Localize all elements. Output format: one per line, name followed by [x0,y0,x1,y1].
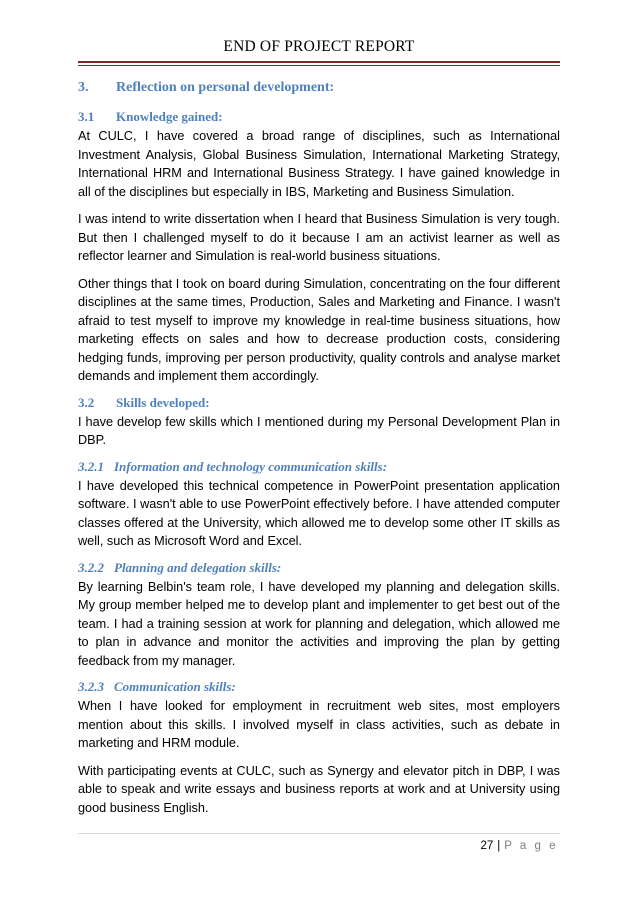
paragraph: With participating events at CULC, such as Synergy and elevator pitch in DBP, I was able to speak and write essays and business reports at work and at University using good business English. [78,763,560,815]
page-content [78,80,560,826]
header-rule-thin [78,65,560,66]
section-title: Information and technology communication skills: [114,458,388,474]
paragraph: I have develop few skills which I mentioned during my Personal Development Plan in DBP. [78,414,560,447]
paragraph: Other things that I took on board during Simulation, concentrating on the four different disciplines at the same times, Production, Sales and Marketing and Finance. I wasn't afraid to test myself to improve my knowledge in real-time business situations, how marketing effects on sales and how to decrease production costs, considering hedging funds, improving per person productivity, quality controls and analyse market demands and implement them accordingly. [78,276,560,383]
paragraph: I have developed this technical competence in PowerPoint presentation application software. I wasn't able to use PowerPoint effectively before. I have attended computer classes offered at the University, which allowed me to develop some other IT skills as well, such as Microsoft Word and Excel. [78,478,560,548]
section-title: Skills developed: [116,394,210,410]
section-title: Planning and delegation skills: [114,559,282,575]
section-number: 3.2 [78,394,95,410]
section-3-2-heading [78,395,560,411]
section-title: Communication skills: [114,679,236,694]
section-number: 3.2.3 [78,679,104,694]
header-rule-thick [78,61,560,63]
section-number: 3.2.1 [78,458,104,474]
page-footer [480,840,558,852]
section-3-1-heading [78,109,560,125]
paragraph: At CULC, I have covered a broad range of disciplines, such as International Investment Analysis, Global Business Simulation, International Marketing Strategy, International HRM and International Business Strategy. I have gained knowledge in all of the disciplines but especially in IBS, Marketing and Business Simulation. [78,129,560,199]
section-3-2-2-heading [78,560,560,576]
section-number: 3.2.2 [78,559,104,575]
page-header: END OF PROJECT REPORT [223,38,415,55]
section-number: 3.1 [78,109,95,124]
section-number: 3. [78,80,89,95]
section-3-2-3-heading [78,679,560,695]
paragraph: By learning Belbin's team role, I have developed my planning and delegation skills. My group member helped me to develop plant and implementer to get best out of the team. I had a training session at work for planning and delegation, which allowed me to plan in advance and monitor the activities and improving the plan by getting feedback from my manager. [78,579,560,668]
section-3-heading [78,80,560,96]
page-label: P a g e [504,840,558,852]
page-number: 27 [480,840,494,852]
paragraph: I was intend to write dissertation when I heard that Business Simulation is very tough. But then I challenged myself to do it because I am an activist learner as well as reflector learner and Simulation is real-world business situations. [78,212,560,263]
footer-separator: | [497,840,501,852]
section-title: Reflection on personal development: [116,80,335,95]
section-title: Knowledge gained: [116,109,223,124]
section-3-2-1-heading [78,459,560,475]
paragraph: When I have looked for employment in recruitment web sites, most employers mention about this skills. I involved myself in class activities, such as debate in marketing and HRM module. [78,699,560,750]
footer-rule [78,833,560,834]
